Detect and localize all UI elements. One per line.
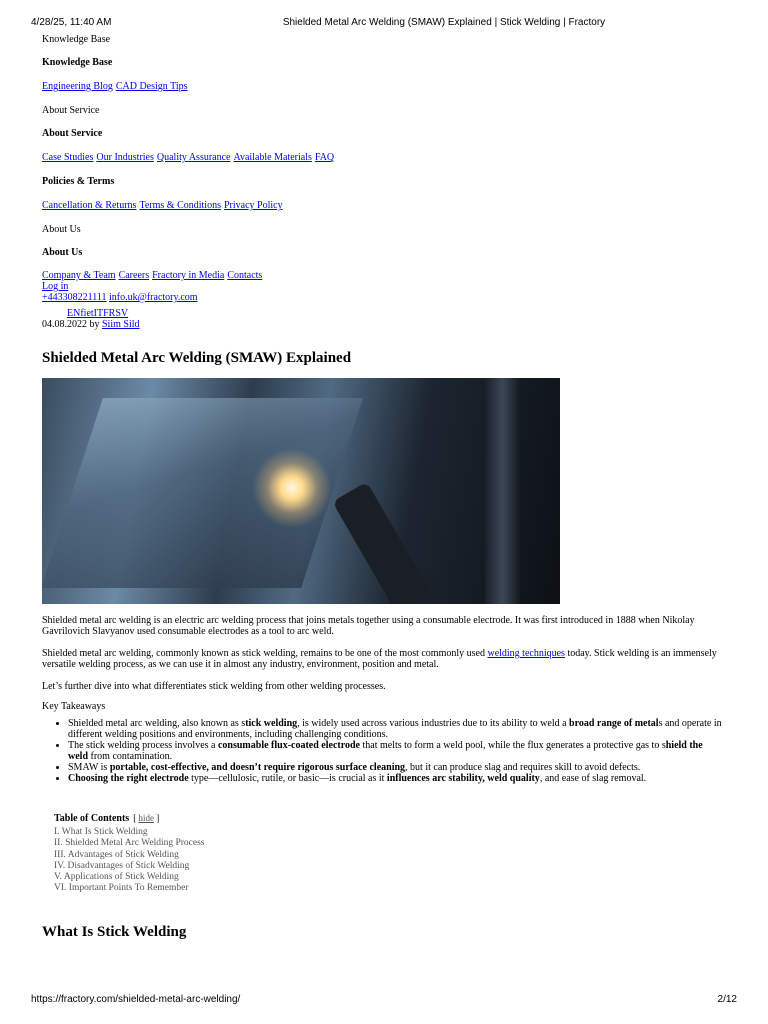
toc-item[interactable]: V. Applications of Stick Welding [54, 872, 179, 883]
key-takeaways-label: Key Takeaways [42, 701, 106, 712]
link-privacy-policy[interactable]: Privacy Policy [223, 200, 283, 211]
toc-item[interactable]: VI. Important Points To Remember [54, 883, 189, 894]
menu-about-us-label: About Us [42, 224, 81, 235]
byline [42, 319, 722, 331]
link-careers[interactable]: Careers [118, 270, 150, 281]
article-title: Shielded Metal Arc Welding (SMAW) Explained [42, 350, 352, 366]
second-paragraph: Shielded metal arc welding, commonly known as stick welding, remains to be one of the most commonly used welding techniques today. Stick welding is an immensely versatile welding process, as we can use it in almost any industry, environment, position and metal. [42, 648, 717, 670]
takeaway-item: • The stick welding process involves a consumable flux-coated electrode that melts to form a weld pool, while the flux generates a protective gas to shield the weld from contamination. [68, 740, 722, 762]
print-footer [0, 993, 768, 1007]
author-link[interactable]: Siim Sild [102, 319, 140, 330]
print-page-title: Shielded Metal Arc Welding (SMAW) Explained | Stick Welding | Fractory [282, 17, 606, 28]
link-company-team[interactable]: Company & Team [42, 270, 116, 281]
menu-knowledge-base-links [42, 80, 722, 93]
language-switcher [67, 308, 722, 319]
link-cad-design-tips[interactable]: CAD Design Tips [115, 81, 188, 92]
link-faq[interactable]: FAQ [314, 152, 335, 163]
intro-paragraph: Shielded metal arc welding is an electric arc welding process that joins metals together using a consumable electrode. It was first introduced in 1888 when Nikolay Gavrilovich Slavyanov used consumable electrodes as a tool to arc weld. [42, 615, 695, 637]
toc-item[interactable]: I. What Is Stick Welding [54, 827, 148, 837]
menu-about-service-label: About Service [42, 105, 100, 116]
menu-policies-links [42, 199, 722, 212]
language-links[interactable]: ENfietITFRSV [67, 308, 129, 319]
link-fractory-in-media[interactable]: Fractory in Media [152, 270, 225, 281]
welding-techniques-link[interactable]: welding techniques [487, 648, 565, 659]
link-contacts[interactable]: Contacts [227, 270, 263, 281]
toc-heading: Table of Contents [ hide ] [54, 813, 160, 824]
toc-list [54, 827, 722, 895]
toc-item[interactable]: III. Advantages of Stick Welding [54, 849, 179, 860]
toc-item[interactable]: II. Shielded Metal Arc Welding Process [54, 838, 205, 849]
menu-about-us-links [42, 270, 722, 281]
table-of-contents [54, 812, 722, 895]
login-link[interactable]: Log in [42, 281, 69, 292]
link-terms-conditions[interactable]: Terms & Conditions [139, 200, 221, 211]
link-available-materials[interactable]: Available Materials [233, 152, 312, 163]
byline-by: by [89, 319, 100, 330]
link-cancellation-returns[interactable]: Cancellation & Returns [42, 200, 137, 211]
menu-knowledge-base-label: Knowledge Base [42, 34, 111, 45]
key-takeaways-list [42, 718, 722, 784]
link-our-industries[interactable]: Our Industries [96, 152, 154, 163]
link-case-studies[interactable]: Case Studies [42, 152, 94, 163]
print-datetime: 4/28/25, 11:40 AM [31, 17, 112, 28]
takeaway-item: • Shielded metal arc welding, also known as stick welding, is widely used across various industries due to its ability to weld a broad range of metals and operate in different welding positions and environments, including challenging conditions. [68, 718, 722, 740]
print-header [0, 14, 768, 28]
publish-date: 04.08.2022 [42, 319, 87, 330]
menu-about-us-heading: About Us [42, 247, 83, 258]
toc-hide-toggle[interactable]: [ hide ] [133, 813, 160, 823]
third-paragraph: Let’s further dive into what differentiates stick welding from other welding processes. [42, 681, 386, 692]
menu-about-service-links [42, 151, 722, 164]
takeaway-item: • SMAW is portable, cost-effective, and doesn’t require rigorous surface cleaning, but it can produce slag and requires skill to avoid defects. [68, 762, 722, 773]
menu-about-service-heading: About Service [42, 128, 103, 139]
print-url: https://fractory.com/shielded-metal-arc-welding/ [31, 994, 241, 1005]
print-page-number: 2/12 [717, 994, 737, 1005]
takeaway-item: • Choosing the right electrode type—cellulosic, rutile, or basic—is crucial as it influences arc stability, weld quality, and ease of slag removal. [68, 773, 722, 784]
menu-knowledge-base-heading: Knowledge Base [42, 57, 113, 68]
link-engineering-blog[interactable]: Engineering Blog [42, 81, 113, 92]
email-link[interactable]: info.uk@fractory.com [109, 292, 198, 303]
link-quality-assurance[interactable]: Quality Assurance [156, 152, 231, 163]
phone-link[interactable]: +443308221111 [42, 292, 107, 303]
menu-policies-heading: Policies & Terms [42, 176, 115, 187]
section-heading: What Is Stick Welding [42, 923, 187, 940]
page-content [42, 33, 722, 941]
hero-image-welding [42, 378, 560, 604]
toc-item[interactable]: IV. Disadvantages of Stick Welding [54, 860, 190, 871]
